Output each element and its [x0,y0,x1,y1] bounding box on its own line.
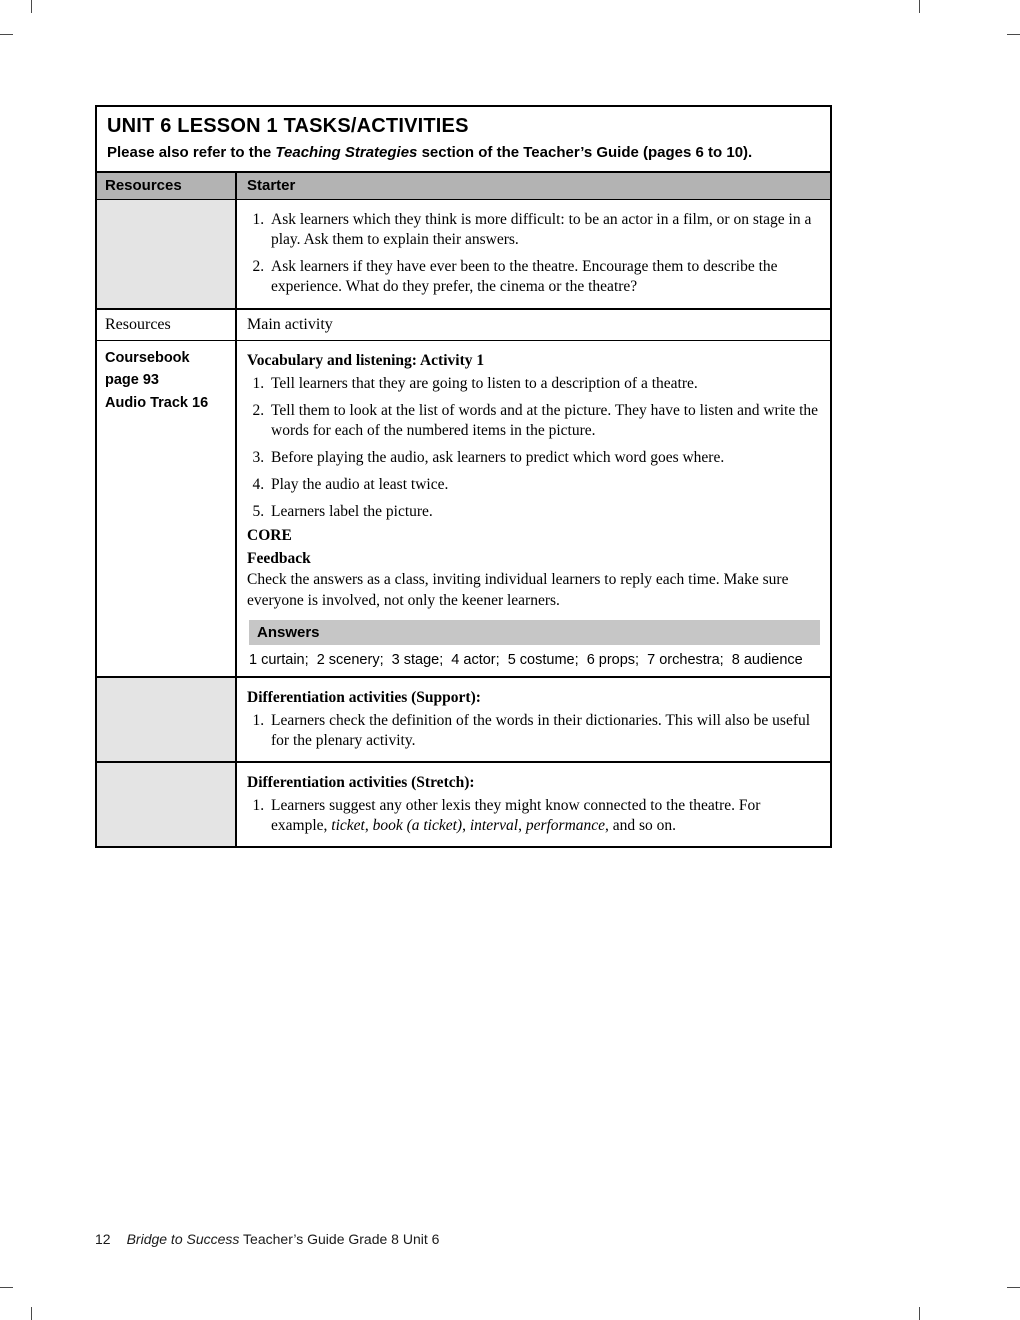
stretch-resources-cell [97,763,237,846]
main-activity-content-cell [237,341,830,676]
core-label: CORE [247,527,292,545]
crop-mark-bottom-right-v [919,1307,920,1320]
crop-mark-bottom-left-h [0,1287,13,1288]
subtitle-suffix: section of the Teacher’s Guide (pages 6 to 10). [417,144,753,161]
starter-items-list [247,210,820,298]
list-item: 1. Learners suggest any other lexis they might know connected to the theatre. For example, ticket, book (a ticket), interval, performance, and so on. [268,796,820,836]
lesson-subtitle [107,144,820,161]
feedback-label: Feedback [247,550,311,568]
support-title: Differentiation activities (Support): [247,688,481,706]
support-resources-cell [97,678,237,761]
support-content-cell [237,678,830,761]
support-row [97,676,830,761]
list-item: 3. Before playing the audio, ask learners to predict which word goes where. [268,448,820,468]
resource-line: Audio Track 16 [105,394,209,411]
starter-header: Starter [237,173,830,199]
list-item: 1. Tell learners that they are going to listen to a description of a theatre. [268,374,820,394]
main-resources-cell [97,341,237,676]
feedback-text: Check the answers as a class, inviting individual learners to reply each time. Make sure everyone is involved, not only the keener learners. [247,571,789,609]
main-activity-header-row [97,308,830,340]
subtitle-italic: Teaching Strategies [275,144,418,161]
subtitle-prefix: Please also refer to the [107,144,276,161]
crop-mark-top-right-h [1007,34,1020,35]
support-items-list [247,711,820,751]
starter-row [97,199,830,308]
footer-book-title: Bridge to Success [126,1231,240,1247]
stretch-title: Differentiation activities (Stretch): [247,773,475,791]
crop-mark-bottom-right-h [1007,1287,1020,1288]
resource-line: Coursebook [105,349,190,366]
crop-mark-top-left-v [31,0,32,13]
starter-content-cell [237,200,830,308]
main-activity-row [97,340,830,676]
crop-mark-top-left-h [0,34,13,35]
starter-resources-cell [97,200,237,308]
crop-mark-top-right-v [919,0,920,13]
list-item: 1. Learners check the definition of the words in their dictionaries. This will also be useful for the plenary activity. [268,711,820,751]
starter-header-row [97,171,830,199]
stretch-content-cell [237,763,830,846]
page-number: 12 [95,1231,111,1247]
lesson-title: UNIT 6 LESSON 1 TASKS/ACTIVITIES [107,115,469,137]
answers-values: 1 curtain; 2 scenery; 3 stage; 4 actor; 5 costume; 6 props; 7 orchestra; 8 audience [249,651,803,668]
crop-mark-bottom-left-v [31,1307,32,1320]
list-item: 4. Play the audio at least twice. [268,475,820,495]
stretch-items-list [247,796,820,836]
main-activity-items-list [247,374,820,523]
main-activity-header: Main activity [247,315,333,333]
footer-guide-text: Teacher’s Guide Grade 8 Unit 6 [239,1231,440,1247]
list-item: 2. Ask learners if they have ever been to the theatre. Encourage them to describe the experience. What do they prefer, the cinema or the theatre? [268,257,820,297]
stretch-row [97,761,830,846]
list-item: 2. Tell them to look at the list of words and at the picture. They have to listen and write the words for each of the numbered items in the picture. [268,401,820,441]
resource-line: page 93 [105,372,159,389]
list-item: 5. Learners label the picture. [268,502,820,522]
answers-label: Answers [249,620,820,645]
lesson-activities-table [95,105,832,848]
resources-header-2: Resources [97,310,237,340]
activity-title: Vocabulary and listening: Activity 1 [247,351,485,369]
resources-header: Resources [97,173,237,199]
list-item: 1. Ask learners which they think is more difficult: to be an actor in a film, or on stage in a play. Ask them to explain their answers. [268,210,820,250]
table-title-block [97,107,830,171]
page-footer [95,1231,439,1247]
